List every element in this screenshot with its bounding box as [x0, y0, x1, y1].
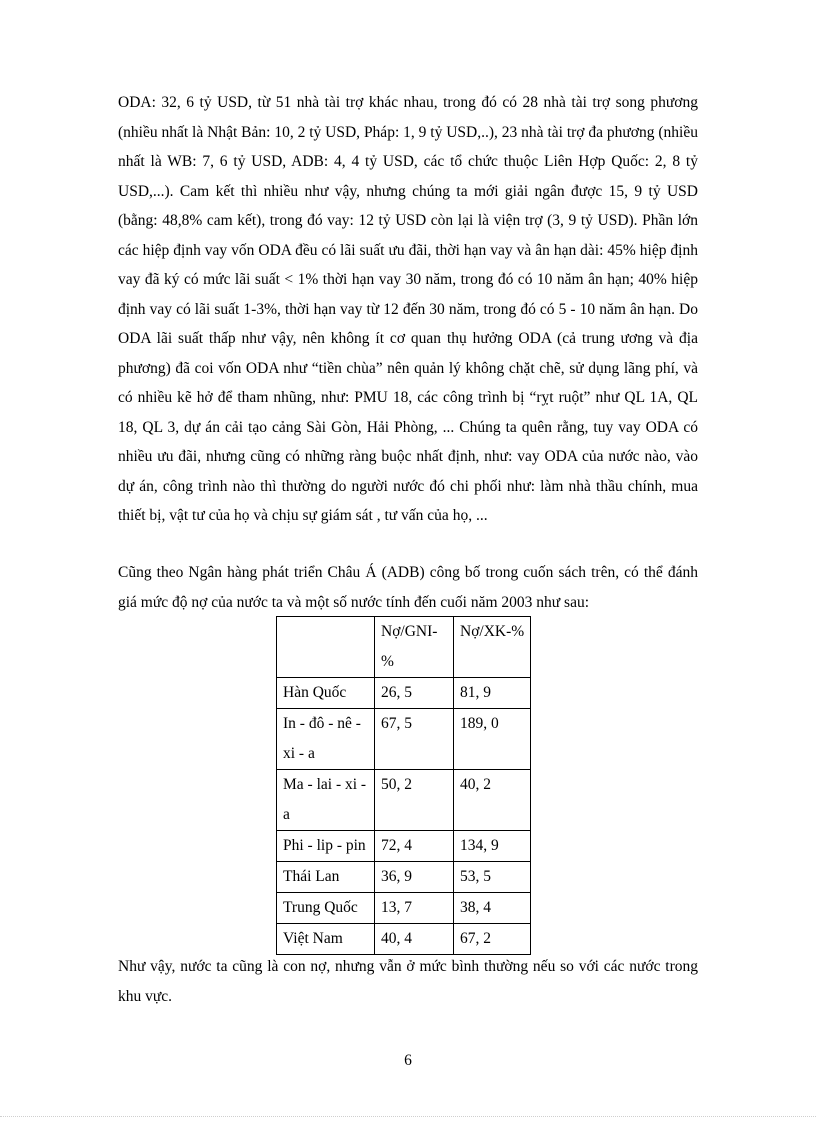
debt-export-cell: 81, 9 — [454, 678, 531, 709]
table-row — [277, 893, 531, 924]
country-cell: In - đô - nê - xi - a — [277, 709, 375, 770]
debt-export-cell: 40, 2 — [454, 770, 531, 831]
table-row — [277, 678, 531, 709]
debt-export-cell: 67, 2 — [454, 924, 531, 955]
table-header-cell — [277, 617, 375, 678]
debt-export-cell: 134, 9 — [454, 831, 531, 862]
country-cell: Hàn Quốc — [277, 678, 375, 709]
table-row — [277, 770, 531, 831]
debt-ratio-table — [276, 616, 531, 955]
table-header-cell: Nợ/GNI-% — [375, 617, 454, 678]
table-row — [277, 862, 531, 893]
debt-gni-cell: 72, 4 — [375, 831, 454, 862]
country-cell: Ma - lai - xi - a — [277, 770, 375, 831]
country-cell: Việt Nam — [277, 924, 375, 955]
table-header-row — [277, 617, 531, 678]
table-row — [277, 709, 531, 770]
table-row — [277, 924, 531, 955]
debt-export-cell: 53, 5 — [454, 862, 531, 893]
table-header-cell: Nợ/XK-% — [454, 617, 531, 678]
debt-gni-cell: 36, 9 — [375, 862, 454, 893]
debt-export-cell: 38, 4 — [454, 893, 531, 924]
country-cell: Thái Lan — [277, 862, 375, 893]
body-paragraph-oda: ODA: 32, 6 tỷ USD, từ 51 nhà tài trợ khác nhau, trong đó có 28 nhà tài trợ song phương (nhiều nhất là Nhật Bản: 10, 2 tỷ USD, Pháp: 1, 9 tỷ USD,..), 23 nhà tài trợ đa phương (nhiều nhất là WB: 7, 6 tỷ USD, ADB: 4, 4 tỷ USD, các tổ chức thuộc Liên Hợp Quốc: 2, 8 tỷ USD,...). Cam kết thì nhiều như vậy, nhưng chúng ta mới giải ngân được 15, 9 tỷ USD (bằng: 48,8% cam kết), trong đó vay: 12 tỷ USD còn lại là viện trợ (3, 9 tỷ USD). Phần lớn các hiệp định vay vốn ODA đều có lãi suất ưu đãi, thời hạn vay và ân hạn dài: 45% hiệp định vay đã ký có mức lãi suất < 1% thời hạn vay 30 năm, trong đó có 10 năm ân hạn; 40% hiệp định vay có lãi suất 1-3%, thời hạn vay từ 12 đến 30 năm, trong đó có 5 - 10 năm ân hạn. Do ODA lãi suất thấp như vậy, nên không ít cơ quan thụ hưởng ODA (cả trung ương và địa phương) đã coi vốn ODA như “tiền chùa” nên quản lý không chặt chẽ, sử dụng lãng phí, và có nhiều kẽ hở để tham nhũng, như: PMU 18, các công trình bị “rỵt ruột” như QL 1A, QL 18, QL 3, dự án cải tạo cảng Sài Gòn, Hải Phòng, ... Chúng ta quên rằng, tuy vay ODA có nhiều ưu đãi, nhưng cũng có những ràng buộc nhất định, như: vay ODA của nước nào, vào dự án, công trình nào thì thường do người nước đó chi phối như: làm nhà thầu chính, mua thiết bị, vật tư của họ và chịu sự giám sát , tư vấn của họ, ... — [118, 94, 698, 524]
body-paragraph-adb: Cũng theo Ngân hàng phát triển Châu Á (ADB) công bố trong cuốn sách trên, có thể đánh giá mức độ nợ của nước ta và một số nước tính đến cuối năm 2003 như sau: — [118, 564, 698, 611]
page-bottom-divider — [0, 1116, 816, 1117]
debt-gni-cell: 50, 2 — [375, 770, 454, 831]
page-number: 6 — [404, 1052, 412, 1069]
debt-gni-cell: 40, 4 — [375, 924, 454, 955]
body-paragraph-conclusion: Như vậy, nước ta cũng là con nợ, nhưng vẫn ở mức bình thường nếu so với các nước trong khu vực. — [118, 958, 698, 1005]
country-cell: Phi - lip - pin — [277, 831, 375, 862]
debt-gni-cell: 13, 7 — [375, 893, 454, 924]
country-cell: Trung Quốc — [277, 893, 375, 924]
debt-gni-cell: 67, 5 — [375, 709, 454, 770]
table-row — [277, 831, 531, 862]
debt-export-cell: 189, 0 — [454, 709, 531, 770]
debt-gni-cell: 26, 5 — [375, 678, 454, 709]
